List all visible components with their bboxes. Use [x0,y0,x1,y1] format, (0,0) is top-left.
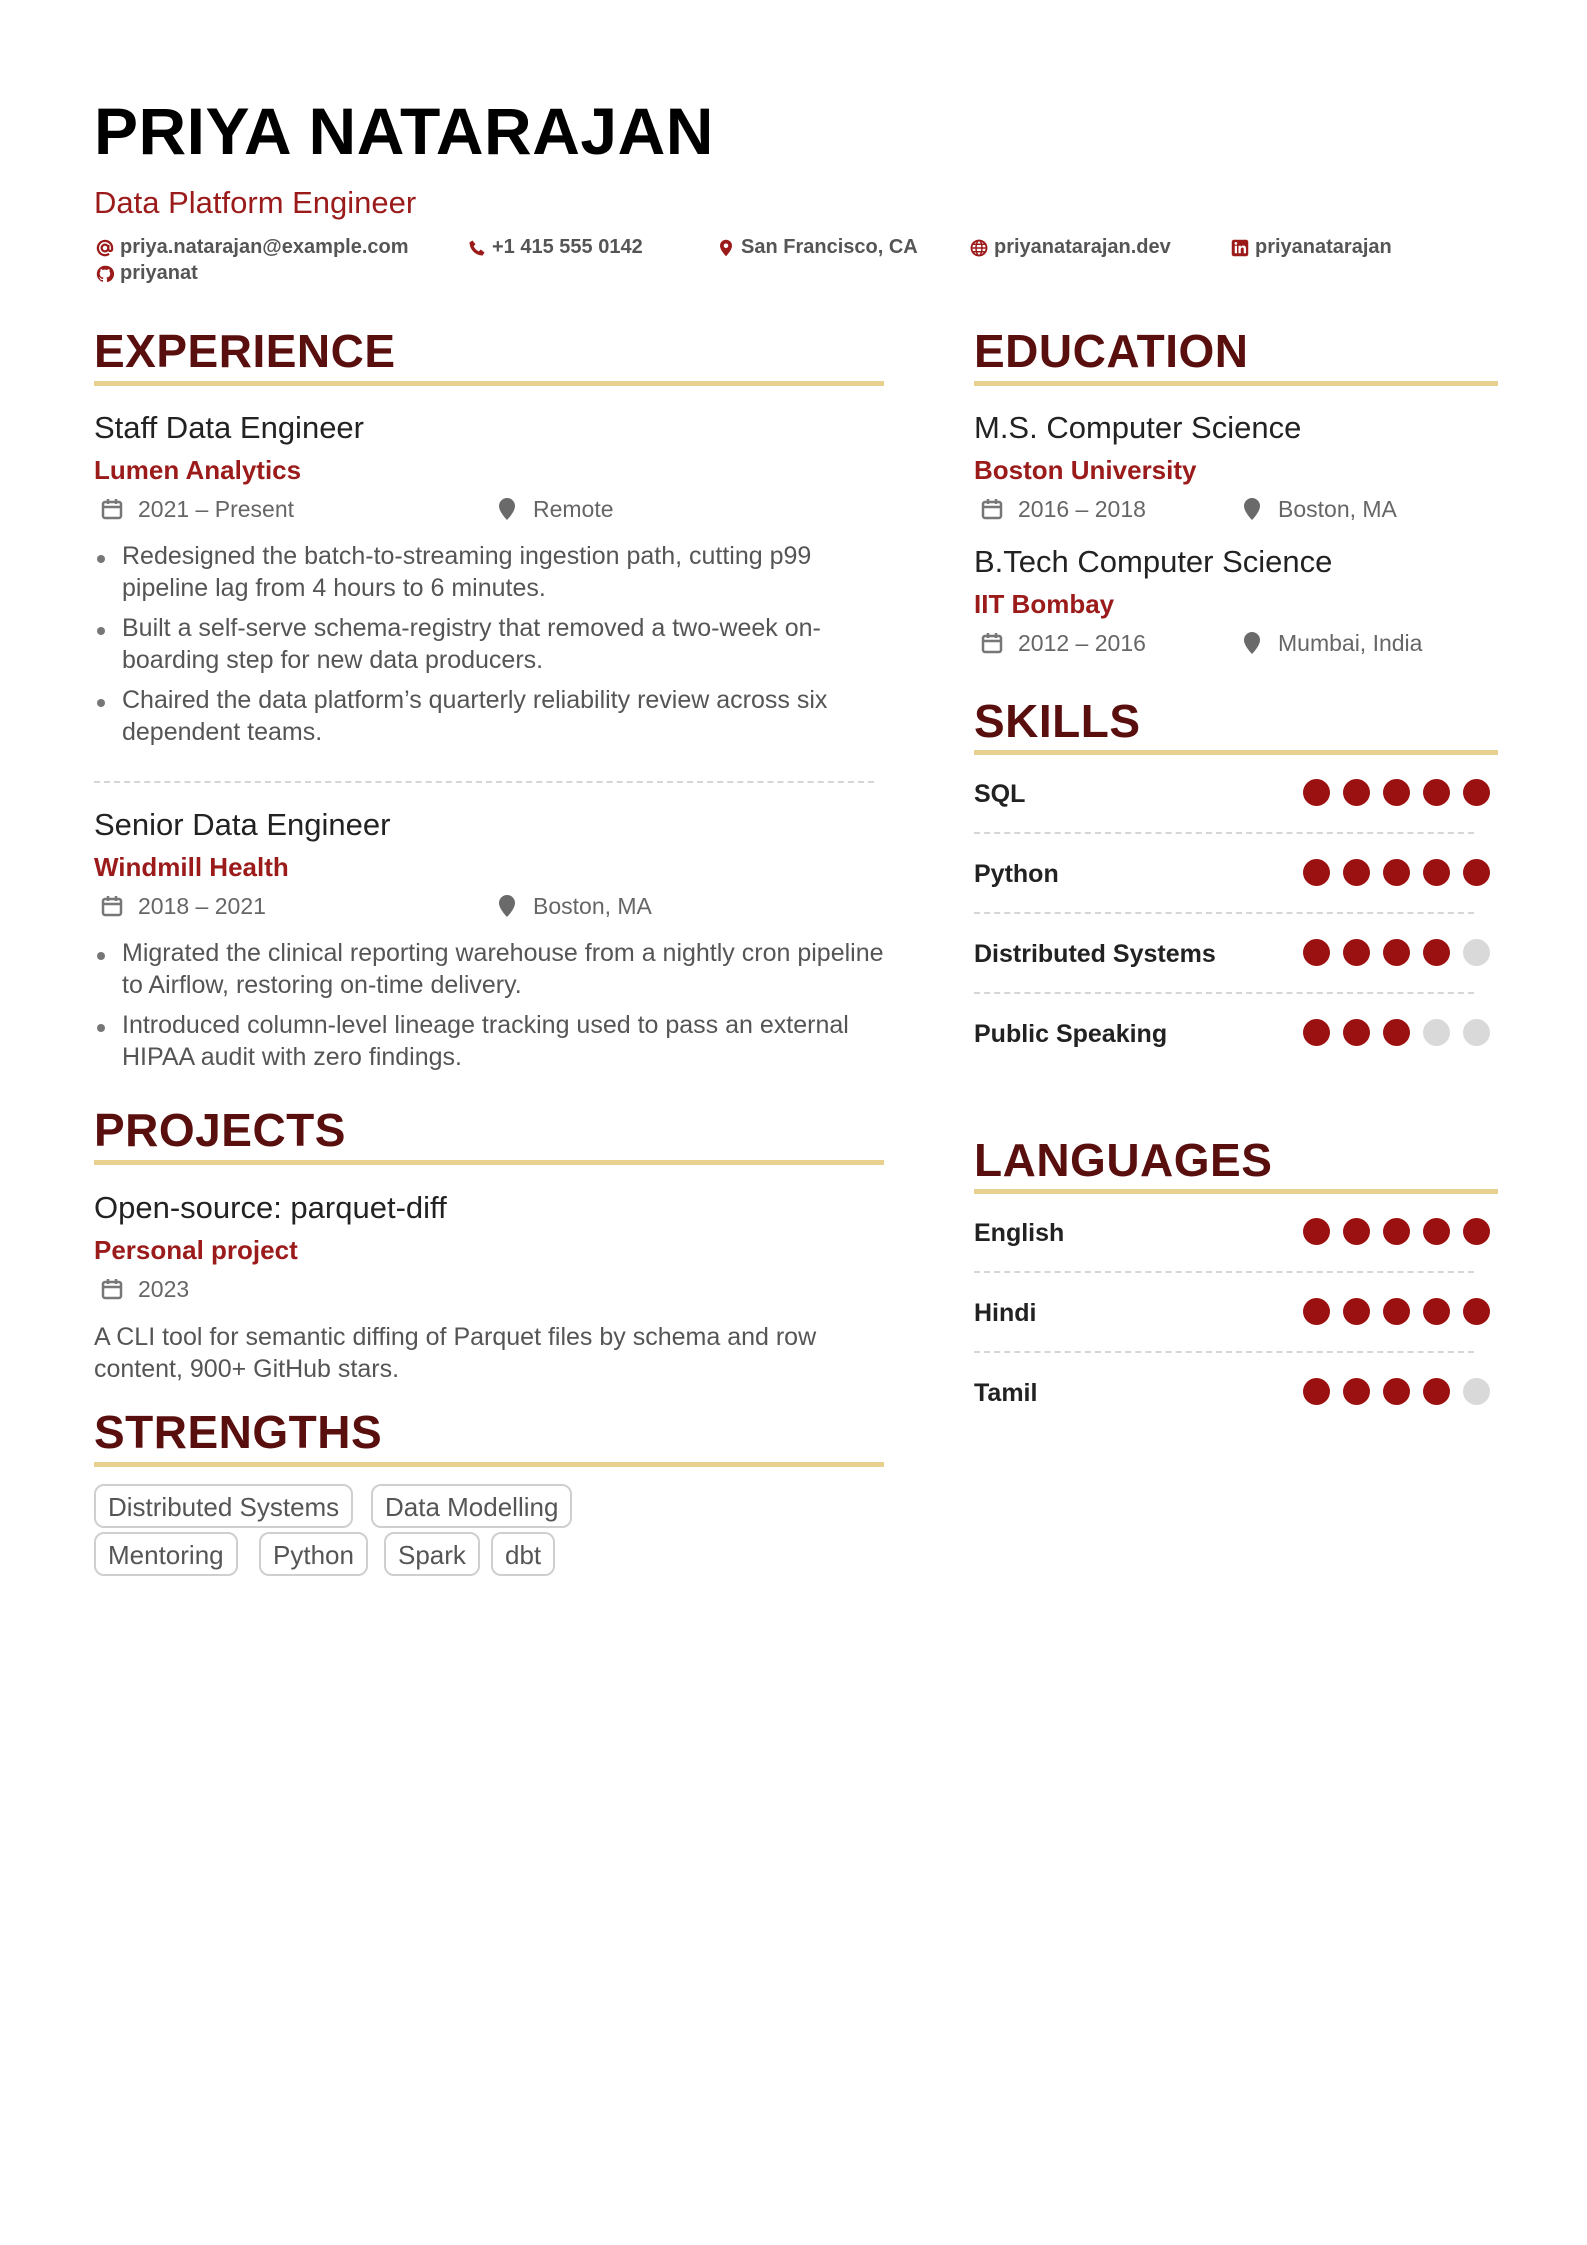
language-name: Tamil [974,1379,1038,1407]
contact-github-text: priyanat [120,262,198,284]
rating-dot-filled [1343,1019,1370,1046]
strength-tag: Python [259,1532,368,1576]
strengths-rule [94,1462,884,1467]
skills-heading: SKILLS [974,695,1141,747]
rating-dot-filled [1423,1218,1450,1245]
rating-dot-filled [1303,779,1330,806]
skill-name: Python [974,860,1059,888]
candidate-role: Data Platform Engineer [94,185,417,220]
contact-phone[interactable] [468,236,643,259]
rating-dot-empty [1463,1019,1490,1046]
rating-dot-filled [1463,1218,1490,1245]
job-dates [100,894,266,918]
job-company: Windmill Health [94,852,289,882]
language-name: English [974,1219,1065,1247]
education-dates-text: 2012 – 2016 [1018,629,1146,656]
language-divider [974,1351,1474,1353]
contact-github[interactable] [96,262,198,285]
degree-title: M.S. Computer Science [974,410,1302,445]
rating-dot-filled [1343,1298,1370,1325]
education-dates [980,631,1146,655]
rating-dot-empty [1463,1378,1490,1405]
calendar-icon [100,894,124,918]
rating-dot-filled [1423,779,1450,806]
skill-rating [1303,779,1490,806]
school-name: IIT Bombay [974,589,1115,619]
job-location-text: Remote [533,495,614,522]
project-dates [100,1277,189,1301]
education-location [1240,497,1397,521]
rating-dot-filled [1383,1298,1410,1325]
globe-icon [970,239,988,257]
strength-tag: Spark [384,1532,480,1576]
contact-website[interactable] [970,236,1171,259]
contact-linkedin-text: priyanatarajan [1255,236,1392,258]
experience-rule [94,381,884,386]
experience-heading: EXPERIENCE [94,325,396,377]
strength-tag: dbt [491,1532,555,1576]
job-title: Senior Data Engineer [94,807,391,842]
project-org: Personal project [94,1235,298,1265]
list-item: Built a self-serve schema-registry that removed a two-week on-boarding step for new data producers. [94,612,894,676]
education-heading: EDUCATION [974,325,1249,377]
rating-dot-empty [1463,939,1490,966]
rating-dot-empty [1423,1019,1450,1046]
rating-dot-filled [1303,1019,1330,1046]
skill-rating [1303,1019,1490,1046]
calendar-icon [980,631,1004,655]
rating-dot-filled [1343,1218,1370,1245]
job-title: Staff Data Engineer [94,410,364,445]
rating-dot-filled [1383,779,1410,806]
project-dates-text: 2023 [138,1275,190,1302]
education-location [1240,631,1422,655]
list-item: Chaired the data platform’s quarterly reliability review across six dependent teams. [94,684,894,748]
job-dates-text: 2021 – Present [138,495,295,522]
list-item: Migrated the clinical reporting warehouse from a nightly cron pipeline to Airflow, restoring on-time delivery. [94,937,894,1001]
contact-location [717,236,918,259]
rating-dot-filled [1303,1298,1330,1325]
rating-dot-filled [1343,939,1370,966]
list-item: Introduced column-level lineage tracking used to pass an external HIPAA audit with zero findings. [94,1009,894,1073]
projects-rule [94,1160,884,1165]
rating-dot-filled [1303,939,1330,966]
job-location-text: Boston, MA [533,892,652,919]
rating-dot-filled [1303,1218,1330,1245]
phone-icon [468,239,486,257]
skill-divider [974,912,1474,914]
strengths-heading: STRENGTHS [94,1406,383,1458]
job-bullets [94,937,894,1081]
job-bullets [94,540,894,756]
rating-dot-filled [1463,779,1490,806]
rating-dot-filled [1423,859,1450,886]
job-location [495,497,614,521]
skill-rating [1303,859,1490,886]
strength-tag: Mentoring [94,1532,238,1576]
language-divider [974,1271,1474,1273]
language-rating [1303,1218,1490,1245]
education-location-text: Mumbai, India [1278,629,1423,656]
location-pin-icon [495,497,519,521]
rating-dot-filled [1423,1298,1450,1325]
skill-divider [974,992,1474,994]
job-dates [100,497,294,521]
calendar-icon [980,497,1004,521]
rating-dot-filled [1383,939,1410,966]
rating-dot-filled [1343,859,1370,886]
rating-dot-filled [1423,1378,1450,1405]
projects-heading: PROJECTS [94,1104,346,1156]
contact-website-text: priyanatarajan.dev [994,236,1171,258]
languages-rule [974,1189,1498,1194]
job-company: Lumen Analytics [94,455,302,485]
github-icon [96,265,114,283]
language-name: Hindi [974,1299,1037,1327]
school-name: Boston University [974,455,1197,485]
calendar-icon [100,497,124,521]
language-rating [1303,1298,1490,1325]
job-location [495,894,652,918]
at-icon [96,239,114,257]
rating-dot-filled [1343,779,1370,806]
contact-phone-text: +1 415 555 0142 [492,236,643,258]
rating-dot-filled [1423,939,1450,966]
location-pin-icon [1240,631,1264,655]
education-location-text: Boston, MA [1278,495,1397,522]
rating-dot-filled [1383,1019,1410,1046]
skill-name: SQL [974,780,1026,808]
candidate-name: PRIYA NATARAJAN [94,94,714,168]
map-pin-icon [717,239,735,257]
contact-email[interactable] [96,236,409,259]
list-item: Redesigned the batch-to-streaming ingestion path, cutting p99 pipeline lag from 4 hours to 6 minutes. [94,540,894,604]
degree-title: B.Tech Computer Science [974,544,1333,579]
skill-name: Public Speaking [974,1020,1168,1048]
skills-rule [974,750,1498,755]
calendar-icon [100,1277,124,1301]
project-description: A CLI tool for semantic diffing of Parquet files by schema and row content, 900+ GitHub stars. [94,1323,817,1383]
rating-dot-filled [1303,859,1330,886]
rating-dot-filled [1383,1378,1410,1405]
contact-location-text: San Francisco, CA [741,236,918,258]
rating-dot-filled [1383,859,1410,886]
education-dates-text: 2016 – 2018 [1018,495,1146,522]
skill-rating [1303,939,1490,966]
languages-heading: LANGUAGES [974,1134,1273,1186]
contact-linkedin[interactable] [1231,236,1392,259]
strength-tag: Distributed Systems [94,1484,353,1528]
rating-dot-filled [1303,1378,1330,1405]
linkedin-icon [1231,239,1249,257]
rating-dot-filled [1343,1378,1370,1405]
project-title: Open-source: parquet-diff [94,1190,447,1225]
rating-dot-filled [1463,859,1490,886]
entry-divider [94,781,874,783]
education-dates [980,497,1146,521]
rating-dot-filled [1383,1218,1410,1245]
education-rule [974,381,1498,386]
location-pin-icon [495,894,519,918]
skill-divider [974,832,1474,834]
location-pin-icon [1240,497,1264,521]
strength-tag: Data Modelling [371,1484,572,1528]
language-rating [1303,1378,1490,1405]
rating-dot-filled [1463,1298,1490,1325]
contact-email-text: priya.natarajan@example.com [120,236,409,258]
skill-name: Distributed Systems [974,940,1216,968]
job-dates-text: 2018 – 2021 [138,892,266,919]
